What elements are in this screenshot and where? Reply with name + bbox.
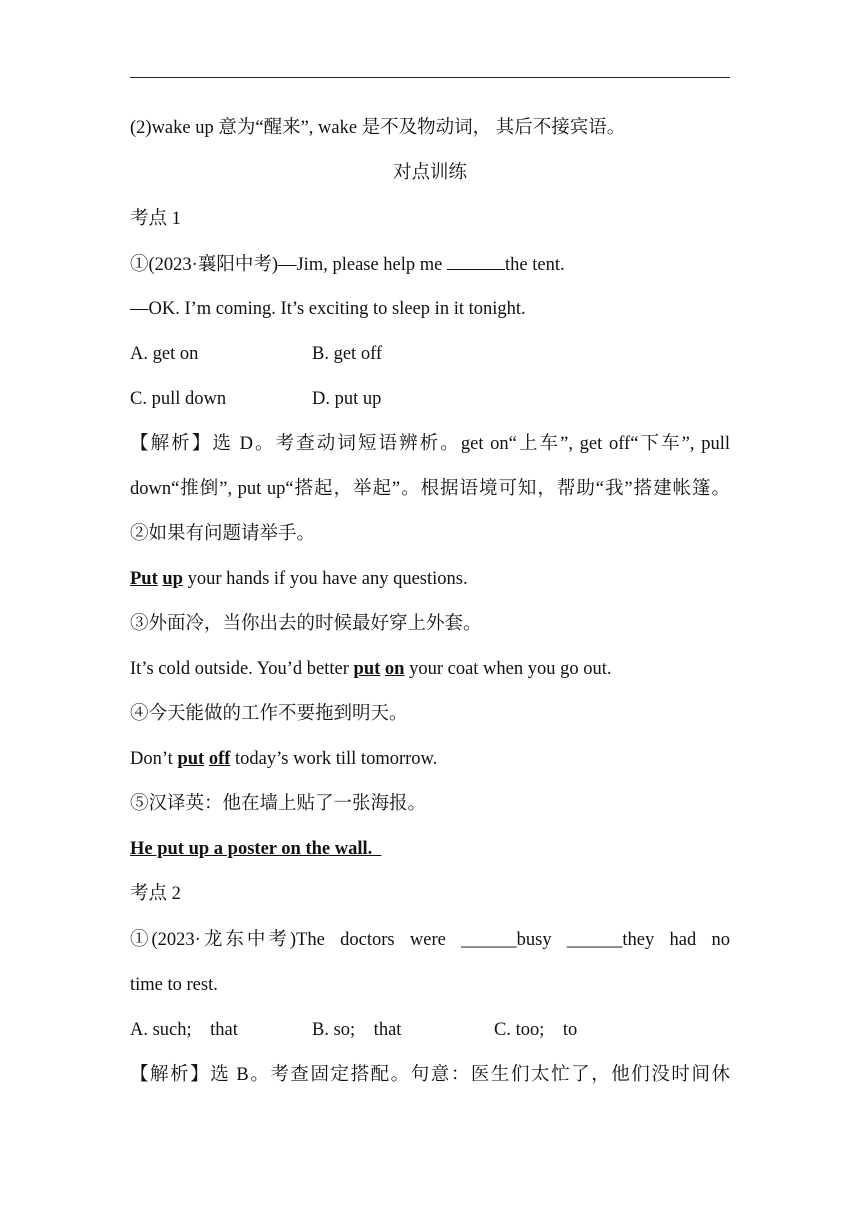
q1-suffix: the tent. (505, 255, 565, 275)
answer-word: Put (130, 569, 158, 589)
q4-answer (130, 746, 730, 772)
option-c: C. too; to (494, 1020, 578, 1040)
q1-options-row2 (130, 386, 730, 412)
q4-question: ④今天能做的工作不要拖到明天。 (130, 704, 408, 724)
answer-word: up (162, 569, 183, 589)
translation-answer: He put up a poster on the wall. (130, 839, 382, 859)
q5-answer (130, 836, 730, 862)
p2-q1-options (130, 1017, 730, 1043)
answer-word: on (384, 659, 405, 679)
q1-options-row1 (130, 341, 730, 367)
p2-q1-analysis: 【解析】选 B。考查固定搭配。句意：医生们太忙了，他们没时间休 (130, 1065, 730, 1085)
answer-word: off (208, 749, 231, 769)
q5-question: ⑤汉译英：他在墙上贴了一张海报。 (130, 794, 427, 814)
q3-question: ③外面冷，当你出去的时候最好穿上外套。 (130, 614, 482, 634)
answer-word: put (353, 659, 381, 679)
answer-pre: Don’t (130, 749, 178, 769)
q3-answer (130, 656, 730, 682)
option-a: A. such; that (130, 1020, 238, 1040)
answer-rest: your hands if you have any questions. (182, 569, 468, 589)
option-d: D. put up (312, 389, 382, 409)
q1-analysis-line1: 【解析】选 D。考查动词短语辨析。get on“上车”, get off“下车”, pull (130, 434, 730, 454)
p2-q1-line1: ①(2023·龙东中考)The doctors were ______busy ______they had no (130, 930, 730, 950)
option-a: A. get on (130, 344, 199, 364)
p2-q1-line2: time to rest. (130, 975, 218, 995)
q1-prefix: ①(2023·襄阳中考)—Jim, please help me (130, 255, 448, 275)
q2-answer (130, 566, 730, 592)
answer-blank (447, 251, 505, 270)
q1-line2: —OK. I’m coming. It’s exciting to sleep in it tonight. (130, 299, 526, 319)
answer-word: put (177, 749, 205, 769)
section-title: 对点训练 (392, 163, 467, 183)
header-rule (130, 77, 730, 78)
answer-pre: It’s cold outside. You’d better (130, 659, 354, 679)
answer-rest: your coat when you go out. (404, 659, 612, 679)
point2-heading: 考点 2 (130, 884, 181, 904)
note-line: (2)wake up 意为“醒来”, wake 是不及物动词， 其后不接宾语。 (130, 118, 626, 138)
option-c: C. pull down (130, 389, 227, 409)
option-b: B. so; that (312, 1020, 402, 1040)
q1-stem (130, 251, 730, 278)
point1-heading: 考点 1 (130, 209, 181, 229)
q1-analysis-line2: down“推倒”, put up“搭起，举起”。根据语境可知，帮助“我”搭建帐篷。 (130, 479, 730, 499)
option-b: B. get off (312, 344, 383, 364)
q2-question: ②如果有问题请举手。 (130, 524, 316, 544)
answer-rest: today’s work till tomorrow. (230, 749, 438, 769)
